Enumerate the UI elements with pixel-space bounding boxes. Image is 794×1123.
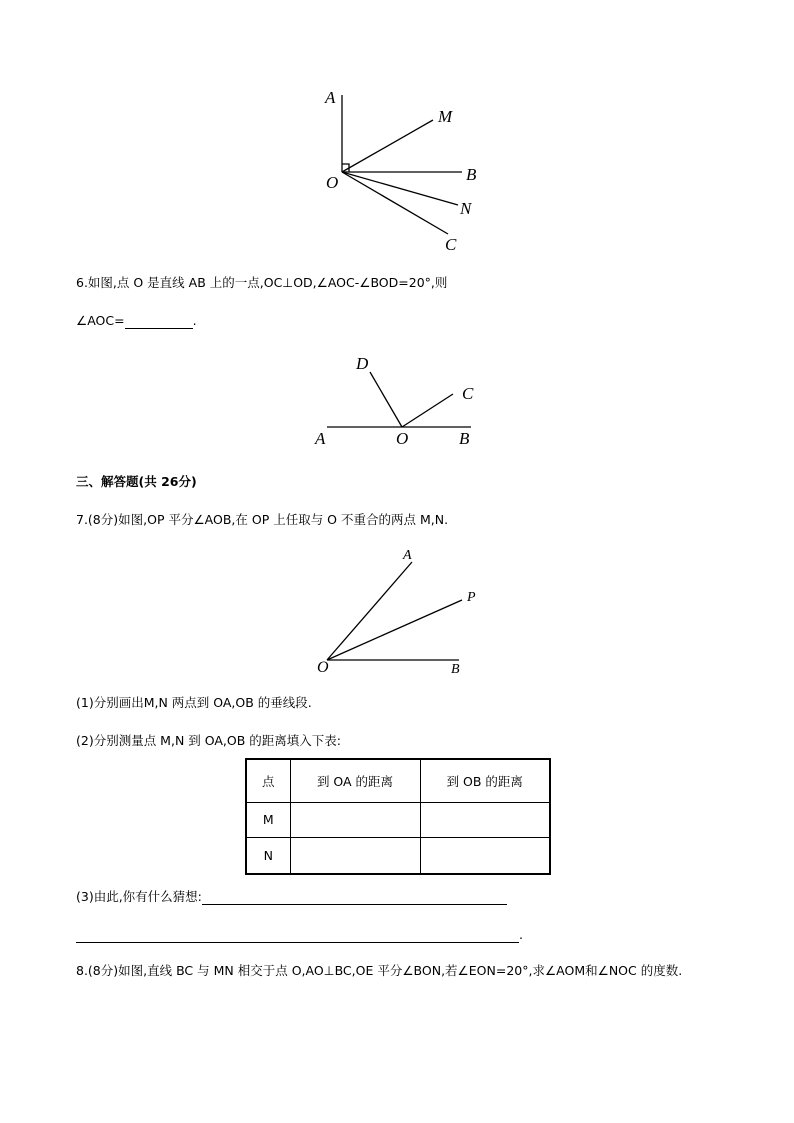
- label-c: C: [462, 384, 474, 403]
- q6-answer-prefix: ∠AOC=: [76, 313, 125, 328]
- label-b: B: [459, 429, 470, 448]
- table-header: 到 OA 的距离: [290, 759, 420, 802]
- table-header: 到 OB 的距离: [420, 759, 550, 802]
- q7-part3-label: (3)由此,你有什么猜想:: [76, 889, 202, 904]
- table-cell-input[interactable]: [290, 838, 420, 875]
- label-a: A: [325, 88, 336, 107]
- label-a: A: [315, 429, 326, 448]
- q6-line1: 6.如图,点 O 是直线 AB 上的一点,OC⊥OD,∠AOC-∠BOD=20°,则: [76, 275, 448, 290]
- table-cell-input[interactable]: [290, 802, 420, 837]
- label-o: O: [326, 173, 339, 192]
- q7-guess-blank-1[interactable]: [202, 890, 507, 905]
- distance-table: [245, 758, 551, 875]
- label-p: P: [467, 590, 476, 605]
- label-o: O: [317, 659, 329, 676]
- table-cell: M: [246, 802, 290, 837]
- ray-oa: [327, 562, 412, 660]
- q7-guess-blank-2[interactable]: [76, 928, 519, 943]
- table-cell-input[interactable]: [420, 838, 550, 875]
- label-c: C: [445, 235, 457, 254]
- table-row: [246, 838, 550, 875]
- label-n: N: [460, 199, 472, 218]
- table-row: [246, 802, 550, 837]
- table-header-row: [246, 759, 550, 802]
- q8-stem: 8.(8分)如图,直线 BC 与 MN 相交于点 O,AO⊥BC,OE 平分∠BON,若∠EON=20°,求∠AOM和∠NOC 的度数.: [76, 963, 683, 978]
- table-cell-input[interactable]: [420, 802, 550, 837]
- table-cell: N: [246, 838, 290, 875]
- q7-part2: (2)分别测量点 M,N 到 OA,OB 的距离填入下表:: [76, 733, 341, 748]
- label-o: O: [396, 429, 409, 448]
- label-d: D: [356, 354, 369, 373]
- q7-part3-cont: [76, 927, 523, 943]
- q7-stem: 7.(8分)如图,OP 平分∠AOB,在 OP 上任取与 O 不重合的两点 M,N.: [76, 512, 449, 527]
- section-title: 三、解答题(共 26分): [76, 474, 197, 489]
- label-b: B: [466, 165, 477, 184]
- q7-part3-end: .: [519, 927, 523, 942]
- q7-part1: (1)分别画出M,N 两点到 OA,OB 的垂线段.: [76, 695, 312, 710]
- label-b: B: [451, 662, 460, 677]
- ray-op: [327, 600, 462, 660]
- label-m: M: [438, 107, 453, 126]
- label-a: A: [403, 548, 412, 563]
- table-header: 点: [246, 759, 290, 802]
- q7-part3: [76, 889, 507, 905]
- q6-answer-suffix: .: [192, 313, 197, 328]
